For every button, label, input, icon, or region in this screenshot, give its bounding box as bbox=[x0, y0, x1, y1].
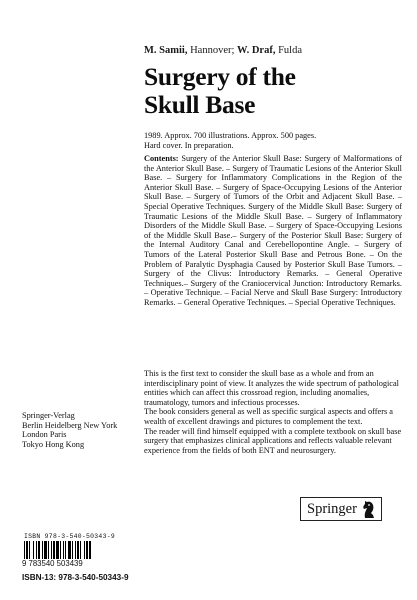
barcode-bar bbox=[42, 541, 43, 559]
contents-text: Surgery of the Anterior Skull Base: Surgery of Malformations of the Anterior Skull Base. – Surgery of Traumatic Lesions of the Anterior Skull Base. – Surgery for Inflammatory Complications in the Region of the Anterior Skull Base. – Surgery of Space-Occupying Lesions of the Anterior Skull Base. – Surgery of Tumors of the Orbit and Adjacent Skull Base. – Special Operative Techniques. Surgery of the Middle Skull Base: Surgery of Traumatic Lesions of the Middle Skull Base. – Surgery of Inflammatory Disorders of the Middle Skull Base. – Surgery of Space-Occupying Lesions of the Middle Skull Base.– Surgery of the Posterior Skull Base: Surgery of the Internal Auditory Canal and Cerebellopontine Angle. – Surgery of Tumors of the Lateral Posterior Skull Base and Petrous Bone. – On the Problem of Paralytic Dysphagia Caused by Posterior Skull Base Tumors. – Surgery of the Clivus: Introductory Remarks. – General Operative Techniques.– Surgery of the Craniocervical Junction: Introductory Remarks. – Operative Technique. – Facial Nerve and Skull Base Surgery: Introductory Remarks. – General Operative Techniques. – Special Operative Techniques. bbox=[144, 154, 402, 307]
author2-name: W. Draf, bbox=[237, 45, 276, 56]
springer-logo-text: Springer bbox=[307, 501, 357, 517]
author2-place: Fulda bbox=[278, 45, 302, 56]
publisher-line-3: London Paris bbox=[22, 430, 67, 440]
barcode-bar bbox=[48, 541, 49, 559]
description bbox=[144, 369, 402, 455]
chess-knight-icon bbox=[361, 500, 377, 519]
barcode-bar bbox=[65, 541, 66, 559]
description-para-2: The book considers general as well as specific surgical aspects and offers a wealth of excellent drawings and pictures to complement the text. bbox=[144, 407, 393, 426]
publisher-line-2: Berlin Heidelberg New York bbox=[22, 420, 118, 430]
isbn-13: ISBN-13: 978-3-540-50343-9 bbox=[22, 573, 129, 582]
barcode-bar bbox=[38, 541, 40, 559]
isbn-top-text: ISBN 978-3-540-50343-9 bbox=[24, 533, 115, 540]
barcode-bar bbox=[53, 541, 55, 559]
springer-logo bbox=[300, 497, 382, 521]
contents-section bbox=[144, 154, 402, 308]
barcode-bar bbox=[44, 541, 47, 559]
publisher-address bbox=[22, 411, 117, 449]
title-line-2: Skull Base bbox=[144, 89, 256, 119]
description-para-3: The reader will find himself equipped with a complete textbook on skull base surgery that emphasizes clinical applications and reflects valuable relevant experience from the fields of both ENT and neurosurgery. bbox=[144, 426, 402, 455]
publisher-line-1: Springer-Verlag bbox=[22, 411, 75, 420]
barcode-bar bbox=[24, 541, 25, 559]
title-line-1: Surgery of the bbox=[144, 62, 296, 91]
barcode bbox=[24, 541, 128, 559]
barcode-bar bbox=[84, 541, 85, 559]
barcode-bar bbox=[80, 541, 81, 559]
barcode-bar bbox=[33, 541, 34, 559]
author1-place: Hannover; bbox=[190, 45, 235, 56]
barcode-bar bbox=[36, 541, 37, 559]
barcode-bar bbox=[56, 541, 59, 559]
barcode-digits: 9 783540 503439 bbox=[22, 559, 83, 568]
barcode-bar bbox=[63, 541, 64, 559]
barcode-bar bbox=[89, 541, 91, 559]
book-title bbox=[144, 63, 296, 118]
authors bbox=[144, 45, 302, 56]
contents-label: Contents: bbox=[144, 154, 179, 163]
description-para-1: This is the first text to consider the skull base as a whole and from an interdisciplinary point of view. It analyzes the wide spectrum of pathological entities which can affect this crossroad region, including anomalies, traumatology, tumors and infectious processes. bbox=[144, 369, 399, 407]
barcode-bar bbox=[51, 541, 52, 559]
barcode-bar bbox=[26, 541, 28, 559]
barcode-bar bbox=[60, 541, 61, 559]
info-line-2: Hard cover. In preparation. bbox=[144, 140, 234, 150]
barcode-bar bbox=[29, 541, 30, 559]
barcode-bar bbox=[75, 541, 76, 559]
info-line-1: 1989. Approx. 700 illustrations. Approx. 500 pages. bbox=[144, 131, 317, 140]
barcode-bar bbox=[86, 541, 88, 559]
barcode-bar bbox=[68, 541, 71, 559]
author1-name: M. Samii, bbox=[144, 45, 188, 56]
barcode-bar bbox=[72, 541, 73, 559]
barcode-bar bbox=[77, 541, 79, 559]
publication-info bbox=[144, 131, 404, 150]
publisher-line-4: Tokyo Hong Kong bbox=[22, 439, 85, 449]
